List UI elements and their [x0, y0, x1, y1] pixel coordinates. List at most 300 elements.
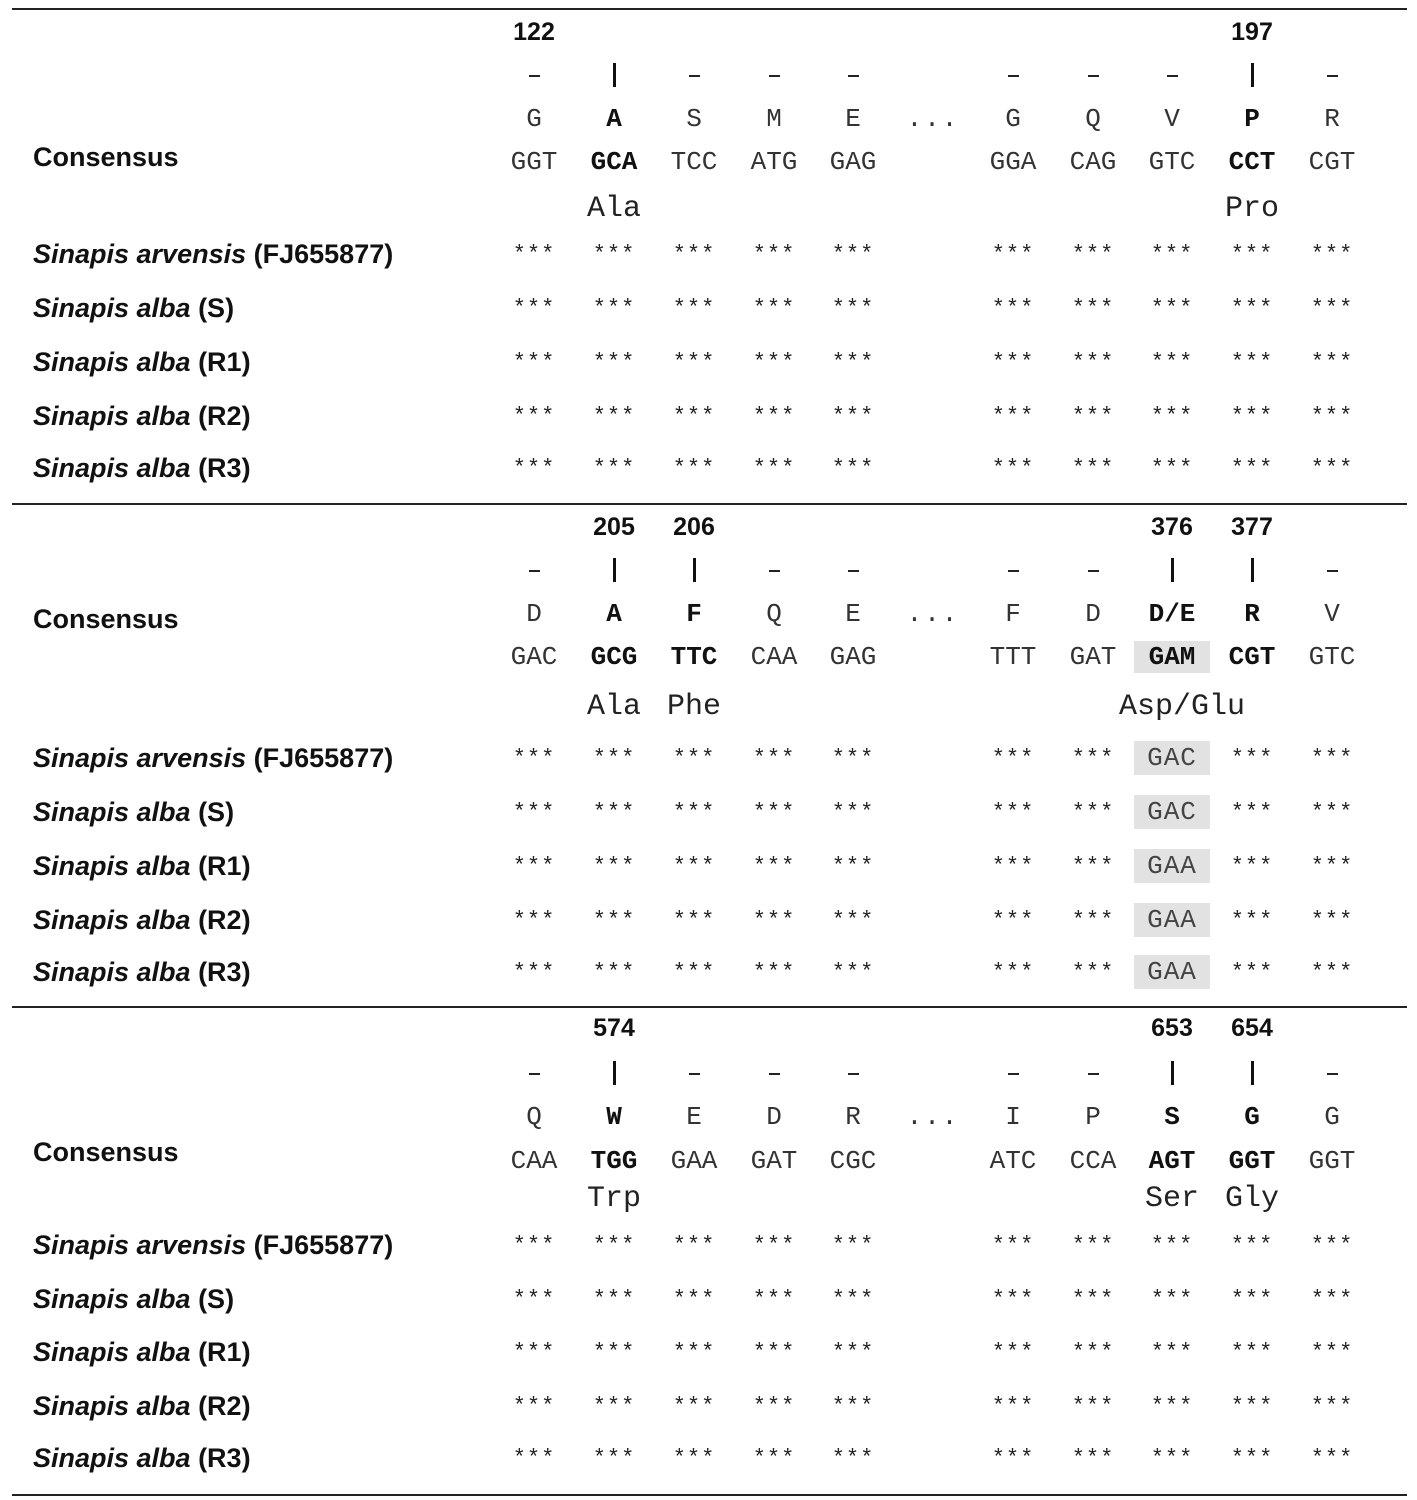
panel3-amino-acid: P	[1085, 1102, 1101, 1132]
panel2-codon: GCG	[590, 642, 638, 672]
panel3-identity-stars: ***	[752, 1233, 796, 1258]
panel2-tick-mark	[843, 556, 863, 586]
panel3-identity-stars: ***	[592, 1233, 636, 1258]
panel1-three-letter-code: Ala	[586, 192, 641, 226]
panel2-identity-stars: ***	[991, 960, 1035, 985]
panel2-identity-stars: ***	[831, 908, 875, 933]
panel1-three-letter-code: Pro	[1224, 192, 1279, 226]
panel3-identity-stars: ***	[1310, 1394, 1354, 1419]
panel2-identity-stars: ***	[1230, 854, 1274, 879]
panel2-tick-mark	[1083, 556, 1103, 586]
panel1-tick-mark	[1242, 61, 1262, 91]
panel2-position-number: 376	[1151, 513, 1193, 541]
panel1-identity-stars: ***	[1071, 296, 1115, 321]
panel2-position-number: 206	[673, 513, 715, 541]
panel3-identity-stars: ***	[991, 1233, 1035, 1258]
panel1-identity-stars: ***	[1230, 242, 1274, 267]
panel2-identity-stars: ***	[512, 908, 556, 933]
species-name: Sinapis alba	[33, 347, 191, 377]
panel3-identity-stars: ***	[752, 1287, 796, 1312]
panel2-codon: CAA	[750, 642, 798, 672]
panel3-amino-acid: E	[686, 1102, 702, 1132]
panel2-identity-stars: ***	[672, 746, 716, 771]
panel1-identity-stars: ***	[1150, 350, 1194, 375]
panel2-amino-acid: Q	[766, 599, 782, 629]
panel2-codon: GAC	[510, 642, 558, 672]
panel1-tick-mark	[524, 61, 544, 91]
panel1-identity-stars: ***	[1230, 296, 1274, 321]
panel3-identity-stars: ***	[1150, 1446, 1194, 1471]
panel3-three-letter-code: Gly	[1224, 1182, 1279, 1216]
panel-divider-2	[12, 1006, 1407, 1008]
panel1-identity-stars: ***	[752, 242, 796, 267]
species-name: Sinapis alba	[33, 1443, 191, 1473]
panel3-amino-acid: R	[845, 1102, 861, 1132]
panel3-identity-stars: ***	[1230, 1287, 1274, 1312]
panel3-identity-stars: ***	[1230, 1446, 1274, 1471]
panel3-codon: TGG	[590, 1146, 638, 1176]
panel2-identity-stars: ***	[831, 854, 875, 879]
panel1-identity-stars: ***	[512, 296, 556, 321]
species-name: Sinapis alba	[33, 1337, 191, 1367]
panel1-identity-stars: ***	[991, 404, 1035, 429]
panel2-codon: CGT	[1228, 642, 1276, 672]
panel3-codon: CCA	[1069, 1146, 1117, 1176]
panel3-tick-mark	[604, 1059, 624, 1089]
panel2-identity-stars: ***	[512, 746, 556, 771]
panel2-codon: GAM	[1134, 641, 1210, 673]
panel2-tick-mark	[1242, 556, 1262, 586]
panel2-amino-acid: R	[1244, 599, 1260, 629]
panel2-codon: GTC	[1308, 642, 1356, 672]
panel2-identity-stars: ***	[831, 960, 875, 985]
panel1-ellipsis: ...	[906, 104, 960, 134]
panel1-codon: CGT	[1308, 147, 1356, 177]
panel2-species-label	[33, 795, 234, 829]
panel3-species-label	[33, 1389, 251, 1423]
panel2-tick-mark	[524, 556, 544, 586]
panel3-identity-stars: ***	[1150, 1394, 1194, 1419]
panel3-identity-stars: ***	[672, 1340, 716, 1365]
panel3-identity-stars: ***	[831, 1287, 875, 1312]
panel2-identity-stars: ***	[1071, 746, 1115, 771]
panel2-species-label	[33, 741, 393, 775]
panel2-identity-stars: ***	[672, 854, 716, 879]
panel2-identity-stars: ***	[1071, 960, 1115, 985]
panel2-codon: GAT	[1069, 642, 1117, 672]
panel3-identity-stars: ***	[1310, 1287, 1354, 1312]
panel2-identity-stars: ***	[1310, 908, 1354, 933]
panel3-identity-stars: ***	[1071, 1446, 1115, 1471]
panel1-amino-acid: M	[766, 104, 782, 134]
panel1-tick-mark	[604, 61, 624, 91]
bottom-rule	[12, 1494, 1407, 1496]
panel1-codon: GGT	[510, 147, 558, 177]
panel1-codon: ATG	[750, 147, 798, 177]
panel-divider-1	[12, 503, 1407, 505]
panel3-species-label	[33, 1228, 393, 1262]
panel1-identity-stars: ***	[512, 456, 556, 481]
panel2-identity-stars: ***	[512, 854, 556, 879]
species-suffix: (R2)	[190, 905, 251, 935]
panel1-codon: GGA	[989, 147, 1037, 177]
panel3-three-letter-code: Ser	[1144, 1182, 1199, 1216]
panel3-identity-stars: ***	[1310, 1340, 1354, 1365]
panel2-three-letter-code: Phe	[666, 690, 721, 724]
species-name: Sinapis alba	[33, 905, 191, 935]
panel3-identity-stars: ***	[1150, 1340, 1194, 1365]
panel1-position-number: 197	[1231, 18, 1273, 46]
panel1-species-label	[33, 451, 251, 485]
panel2-position-number: 205	[593, 513, 635, 541]
panel1-amino-acid: G	[526, 104, 542, 134]
panel3-identity-stars: ***	[672, 1446, 716, 1471]
panel2-identity-stars: ***	[1310, 854, 1354, 879]
panel2-codon: TTC	[670, 642, 718, 672]
panel1-identity-stars: ***	[1150, 242, 1194, 267]
panel2-identity-stars: ***	[592, 908, 636, 933]
panel3-identity-stars: ***	[831, 1446, 875, 1471]
panel3-identity-stars: ***	[831, 1340, 875, 1365]
panel2-identity-stars: ***	[672, 960, 716, 985]
panel2-variant-codon: GAA	[1134, 849, 1210, 883]
panel1-codon: CCT	[1228, 147, 1276, 177]
panel2-ellipsis: ...	[906, 599, 960, 629]
panel2-tick-mark	[1003, 556, 1023, 586]
panel2-identity-stars: ***	[752, 960, 796, 985]
panel1-amino-acid: V	[1164, 104, 1180, 134]
panel3-identity-stars: ***	[1071, 1287, 1115, 1312]
panel2-identity-stars: ***	[1230, 800, 1274, 825]
panel1-identity-stars: ***	[831, 242, 875, 267]
panel2-identity-stars: ***	[991, 746, 1035, 771]
panel1-identity-stars: ***	[991, 350, 1035, 375]
panel1-amino-acid: P	[1244, 104, 1260, 134]
panel1-amino-acid: A	[606, 104, 622, 134]
panel2-three-letter-code: Ala	[586, 690, 641, 724]
panel2-identity-stars: ***	[831, 746, 875, 771]
panel2-species-label	[33, 903, 251, 937]
panel1-identity-stars: ***	[672, 296, 716, 321]
panel2-tick-mark	[1162, 556, 1182, 586]
panel3-amino-acid: I	[1005, 1102, 1021, 1132]
panel3-amino-acid: Q	[526, 1102, 542, 1132]
panel1-identity-stars: ***	[592, 350, 636, 375]
species-suffix: (FJ655877)	[246, 743, 394, 773]
panel2-consensus-label: Consensus	[33, 604, 179, 634]
panel2-identity-stars: ***	[1071, 854, 1115, 879]
panel3-position-number: 654	[1231, 1014, 1273, 1042]
panel1-identity-stars: ***	[752, 296, 796, 321]
panel3-identity-stars: ***	[1071, 1394, 1115, 1419]
panel3-amino-acid: S	[1164, 1102, 1180, 1132]
panel3-identity-stars: ***	[991, 1340, 1035, 1365]
panel1-identity-stars: ***	[672, 242, 716, 267]
panel3-identity-stars: ***	[592, 1446, 636, 1471]
panel3-identity-stars: ***	[592, 1287, 636, 1312]
panel1-species-label	[33, 291, 234, 325]
panel3-identity-stars: ***	[752, 1340, 796, 1365]
species-suffix: (S)	[190, 293, 235, 323]
panel1-identity-stars: ***	[672, 404, 716, 429]
species-suffix: (R2)	[190, 1391, 251, 1421]
panel1-amino-acid: G	[1005, 104, 1021, 134]
panel3-tick-mark	[524, 1059, 544, 1089]
panel3-species-label	[33, 1282, 234, 1316]
panel3-codon: GGT	[1228, 1146, 1276, 1176]
panel3-identity-stars: ***	[592, 1340, 636, 1365]
panel1-codon: TCC	[670, 147, 718, 177]
panel3-identity-stars: ***	[1310, 1233, 1354, 1258]
panel1-identity-stars: ***	[1230, 350, 1274, 375]
panel2-identity-stars: ***	[1310, 800, 1354, 825]
panel3-identity-stars: ***	[1071, 1233, 1115, 1258]
panel1-identity-stars: ***	[1310, 296, 1354, 321]
panel2-identity-stars: ***	[592, 800, 636, 825]
panel3-codon: AGT	[1148, 1146, 1196, 1176]
species-suffix: (FJ655877)	[246, 239, 394, 269]
panel3-identity-stars: ***	[1230, 1394, 1274, 1419]
panel1-tick-mark	[684, 61, 704, 91]
panel2-species-label	[33, 849, 251, 883]
species-name: Sinapis alba	[33, 957, 191, 987]
panel1-identity-stars: ***	[1071, 242, 1115, 267]
panel1-identity-stars: ***	[592, 404, 636, 429]
panel2-identity-stars: ***	[592, 960, 636, 985]
panel1-species-label	[33, 237, 393, 271]
species-name: Sinapis alba	[33, 797, 191, 827]
panel2-amino-acid: D	[1085, 599, 1101, 629]
panel3-identity-stars: ***	[592, 1394, 636, 1419]
species-suffix: (R1)	[190, 347, 251, 377]
panel3-tick-mark	[1003, 1059, 1023, 1089]
species-suffix: (R3)	[190, 957, 251, 987]
panel3-three-letter-code: Trp	[586, 1182, 641, 1216]
panel3-identity-stars: ***	[991, 1287, 1035, 1312]
species-suffix: (R2)	[190, 401, 251, 431]
species-name: Sinapis alba	[33, 1391, 191, 1421]
panel3-ellipsis: ...	[906, 1102, 960, 1132]
species-suffix: (R1)	[190, 851, 251, 881]
panel1-identity-stars: ***	[831, 296, 875, 321]
panel2-identity-stars: ***	[592, 854, 636, 879]
panel3-codon: CAA	[510, 1146, 558, 1176]
panel3-identity-stars: ***	[512, 1394, 556, 1419]
panel3-amino-acid: G	[1324, 1102, 1340, 1132]
panel3-species-label	[33, 1441, 251, 1475]
panel1-identity-stars: ***	[1071, 350, 1115, 375]
panel3-identity-stars: ***	[752, 1446, 796, 1471]
panel3-species-label	[33, 1335, 251, 1369]
panel2-variant-codon: GAA	[1134, 903, 1210, 937]
panel3-identity-stars: ***	[752, 1394, 796, 1419]
panel3-codon: GAA	[670, 1146, 718, 1176]
panel1-species-label	[33, 399, 251, 433]
panel1-consensus-label: Consensus	[33, 142, 179, 172]
panel2-variant-codon: GAA	[1134, 955, 1210, 989]
panel2-identity-stars: ***	[592, 746, 636, 771]
panel3-consensus-label: Consensus	[33, 1137, 179, 1167]
panel3-identity-stars: ***	[1230, 1233, 1274, 1258]
panel3-tick-mark	[1162, 1059, 1182, 1089]
panel3-identity-stars: ***	[831, 1394, 875, 1419]
panel1-amino-acid: Q	[1085, 104, 1101, 134]
species-name: Sinapis alba	[33, 401, 191, 431]
panel3-tick-mark	[684, 1059, 704, 1089]
panel1-identity-stars: ***	[991, 296, 1035, 321]
panel1-identity-stars: ***	[1071, 404, 1115, 429]
panel2-codon: GAG	[829, 642, 877, 672]
panel1-identity-stars: ***	[991, 456, 1035, 481]
panel2-amino-acid: F	[1005, 599, 1021, 629]
panel2-identity-stars: ***	[752, 854, 796, 879]
top-rule	[12, 8, 1407, 10]
panel2-identity-stars: ***	[1230, 746, 1274, 771]
panel1-identity-stars: ***	[1230, 404, 1274, 429]
panel2-identity-stars: ***	[991, 800, 1035, 825]
panel2-identity-stars: ***	[752, 746, 796, 771]
species-name: Sinapis arvensis	[33, 1230, 247, 1260]
panel3-identity-stars: ***	[672, 1394, 716, 1419]
panel2-identity-stars: ***	[512, 800, 556, 825]
panel1-codon: GCA	[590, 147, 638, 177]
panel1-identity-stars: ***	[991, 242, 1035, 267]
panel1-identity-stars: ***	[672, 350, 716, 375]
panel3-amino-acid: D	[766, 1102, 782, 1132]
panel3-identity-stars: ***	[1310, 1446, 1354, 1471]
panel2-identity-stars: ***	[512, 960, 556, 985]
panel2-amino-acid: D/E	[1148, 599, 1196, 629]
panel1-identity-stars: ***	[1071, 456, 1115, 481]
species-suffix: (R3)	[190, 1443, 251, 1473]
panel1-identity-stars: ***	[752, 350, 796, 375]
panel2-identity-stars: ***	[831, 800, 875, 825]
panel1-identity-stars: ***	[512, 404, 556, 429]
panel2-tick-mark	[604, 556, 624, 586]
panel1-identity-stars: ***	[752, 404, 796, 429]
species-name: Sinapis alba	[33, 1284, 191, 1314]
species-name: Sinapis arvensis	[33, 743, 247, 773]
species-suffix: (R1)	[190, 1337, 251, 1367]
panel2-three-letter-code: Asp/Glu	[1118, 690, 1246, 724]
panel3-identity-stars: ***	[512, 1287, 556, 1312]
species-name: Sinapis alba	[33, 453, 191, 483]
panel2-identity-stars: ***	[1071, 800, 1115, 825]
panel1-identity-stars: ***	[831, 456, 875, 481]
species-suffix: (R3)	[190, 453, 251, 483]
panel2-tick-mark	[1322, 556, 1342, 586]
panel2-tick-mark	[684, 556, 704, 586]
panel3-position-number: 574	[593, 1014, 635, 1042]
panel1-identity-stars: ***	[1150, 404, 1194, 429]
panel2-identity-stars: ***	[672, 908, 716, 933]
panel3-identity-stars: ***	[512, 1340, 556, 1365]
species-name: Sinapis alba	[33, 293, 191, 323]
species-suffix: (S)	[190, 797, 235, 827]
panel1-codon: CAG	[1069, 147, 1117, 177]
panel1-amino-acid: S	[686, 104, 702, 134]
panel1-identity-stars: ***	[1150, 456, 1194, 481]
panel1-identity-stars: ***	[592, 296, 636, 321]
panel3-tick-mark	[764, 1059, 784, 1089]
species-name: Sinapis arvensis	[33, 239, 247, 269]
panel1-identity-stars: ***	[592, 242, 636, 267]
panel2-codon: TTT	[989, 642, 1037, 672]
species-suffix: (S)	[190, 1284, 235, 1314]
panel3-codon: ATC	[989, 1146, 1037, 1176]
panel2-amino-acid: V	[1324, 599, 1340, 629]
panel2-identity-stars: ***	[1071, 908, 1115, 933]
panel1-identity-stars: ***	[1150, 296, 1194, 321]
panel1-identity-stars: ***	[1310, 404, 1354, 429]
panel1-identity-stars: ***	[512, 350, 556, 375]
panel3-amino-acid: W	[606, 1102, 622, 1132]
panel1-identity-stars: ***	[1310, 350, 1354, 375]
panel1-species-label	[33, 345, 251, 379]
panel2-identity-stars: ***	[752, 908, 796, 933]
panel1-identity-stars: ***	[1230, 456, 1274, 481]
panel1-identity-stars: ***	[592, 456, 636, 481]
panel1-tick-mark	[1003, 61, 1023, 91]
panel1-identity-stars: ***	[831, 350, 875, 375]
panel3-identity-stars: ***	[991, 1394, 1035, 1419]
panel3-tick-mark	[1322, 1059, 1342, 1089]
panel1-tick-mark	[1083, 61, 1103, 91]
species-suffix: (FJ655877)	[246, 1230, 394, 1260]
panel1-codon: GAG	[829, 147, 877, 177]
panel3-identity-stars: ***	[512, 1233, 556, 1258]
panel3-codon: GAT	[750, 1146, 798, 1176]
panel3-identity-stars: ***	[991, 1446, 1035, 1471]
panel3-tick-mark	[1242, 1059, 1262, 1089]
panel3-position-number: 653	[1151, 1014, 1193, 1042]
panel3-identity-stars: ***	[672, 1287, 716, 1312]
panel3-identity-stars: ***	[672, 1233, 716, 1258]
species-name: Sinapis alba	[33, 851, 191, 881]
panel3-identity-stars: ***	[1230, 1340, 1274, 1365]
panel1-identity-stars: ***	[512, 242, 556, 267]
panel2-identity-stars: ***	[672, 800, 716, 825]
panel1-codon: GTC	[1148, 147, 1196, 177]
panel1-identity-stars: ***	[1310, 242, 1354, 267]
panel1-tick-mark	[1322, 61, 1342, 91]
panel2-position-number: 377	[1231, 513, 1273, 541]
panel2-identity-stars: ***	[1310, 746, 1354, 771]
panel2-amino-acid: E	[845, 599, 861, 629]
panel2-identity-stars: ***	[991, 908, 1035, 933]
panel1-tick-mark	[764, 61, 784, 91]
panel1-position-number: 122	[513, 18, 555, 46]
panel2-identity-stars: ***	[1230, 960, 1274, 985]
panel3-amino-acid: G	[1244, 1102, 1260, 1132]
panel2-amino-acid: D	[526, 599, 542, 629]
panel2-identity-stars: ***	[1310, 960, 1354, 985]
panel2-variant-codon: GAC	[1134, 741, 1210, 775]
panel3-identity-stars: ***	[1150, 1287, 1194, 1312]
panel2-species-label	[33, 955, 251, 989]
panel1-amino-acid: E	[845, 104, 861, 134]
panel1-amino-acid: R	[1324, 104, 1340, 134]
panel3-codon: GGT	[1308, 1146, 1356, 1176]
panel1-tick-mark	[1162, 61, 1182, 91]
panel3-identity-stars: ***	[1150, 1233, 1194, 1258]
panel1-tick-mark	[843, 61, 863, 91]
panel3-tick-mark	[843, 1059, 863, 1089]
panel1-identity-stars: ***	[1310, 456, 1354, 481]
panel3-codon: CGC	[829, 1146, 877, 1176]
panel1-identity-stars: ***	[831, 404, 875, 429]
panel2-tick-mark	[764, 556, 784, 586]
